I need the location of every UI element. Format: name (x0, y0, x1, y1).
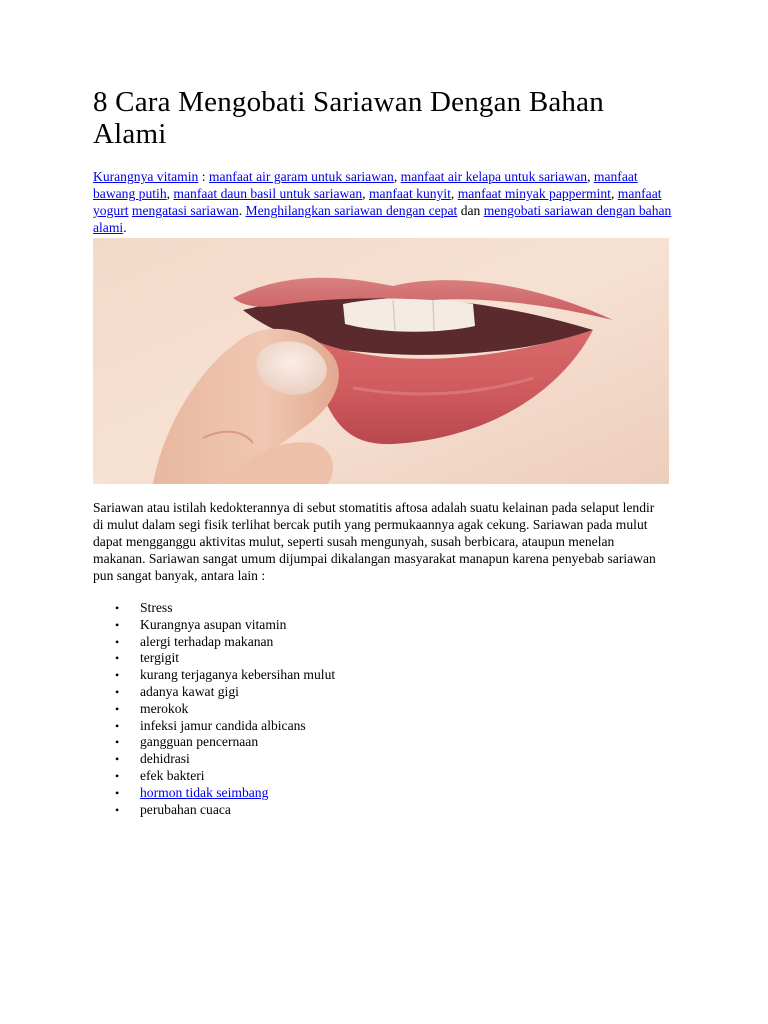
intro-separator: , (587, 169, 594, 184)
article (93, 86, 675, 818)
list-item: • Kurangnya asupan vitamin (93, 617, 675, 634)
link-bawang-putih[interactable]: manfaat bawang putih (93, 169, 638, 201)
intro-separator: . (123, 220, 127, 235)
intro-separator: . (238, 203, 246, 218)
link-kunyit[interactable]: manfaat kunyit (368, 186, 451, 201)
lip-photo (93, 238, 669, 484)
list-item: • alergi terhadap makanan (93, 634, 675, 651)
intro-separator: , (450, 186, 458, 201)
link-air-garam[interactable]: manfaat air garam untuk sariawan (208, 169, 394, 184)
link-minyak-pappermint[interactable]: manfaat minyak pappermint (457, 186, 611, 201)
list-item: • perubahan cuaca (93, 802, 675, 819)
link-air-kelapa[interactable]: manfaat air kelapa untuk sariawan (400, 169, 588, 184)
intro-separator: , (166, 186, 174, 201)
list-item: • merokok (93, 701, 675, 718)
link-yogurt[interactable]: manfaat yogurt (93, 186, 662, 218)
link-kurangnya-vitamin[interactable]: Kurangnya vitamin (93, 169, 199, 184)
list-item: • dehidrasi (93, 751, 675, 768)
link-daun-basil[interactable]: manfaat daun basil untuk sariawan (173, 186, 363, 201)
list-item: • adanya kawat gigi (93, 684, 675, 701)
intro-separator: : (198, 169, 209, 184)
intro-separator: , (610, 186, 618, 201)
link-menghilangkan-sariawan[interactable]: Menghilangkan sariawan dengan cepat (245, 203, 458, 218)
list-item: • Stress (93, 600, 675, 617)
link-mengobati-sariawan[interactable]: mengobati sariawan dengan bahan alami (93, 203, 672, 235)
list-item (93, 785, 675, 802)
link-hormon-tidak-seimbang[interactable]: hormon tidak seimbang (140, 784, 269, 800)
article-title: 8 Cara Mengobati Sariawan Dengan Bahan Alami (93, 86, 604, 150)
list-item: • tergigit (93, 650, 675, 667)
intro-separator: dan (457, 203, 484, 218)
intro-separator: , (393, 169, 401, 184)
list-item: • infeksi jamur candida albicans (93, 718, 675, 735)
intro-links-paragraph (93, 168, 675, 236)
list-item: • kurang terjaganya kebersihan mulut (93, 667, 675, 684)
intro-separator: , (362, 186, 369, 201)
causes-list (93, 600, 675, 818)
body-paragraph: Sariawan atau istilah kedokterannya di sebut stomatitis aftosa adalah suatu kelainan pada selaput lendir di mulut dalam segi fisik terlihat bercak putih yang permukaannya agak cekung. Sariawan pada mulut dapat mengganggu aktivitas mulut, seperti susah mengunyah, susah berbicara, ataupun menelan makanan. Sariawan sangat umum dijumpai dikalangan masyarakat manapun karena penyebab sariawan pun sangat banyak, antara lain : (93, 500, 656, 583)
list-item: • gangguan pencernaan (93, 734, 675, 751)
link-mengatasi-sariawan[interactable]: mengatasi sariawan (131, 203, 239, 218)
list-item: • efek bakteri (93, 768, 675, 785)
